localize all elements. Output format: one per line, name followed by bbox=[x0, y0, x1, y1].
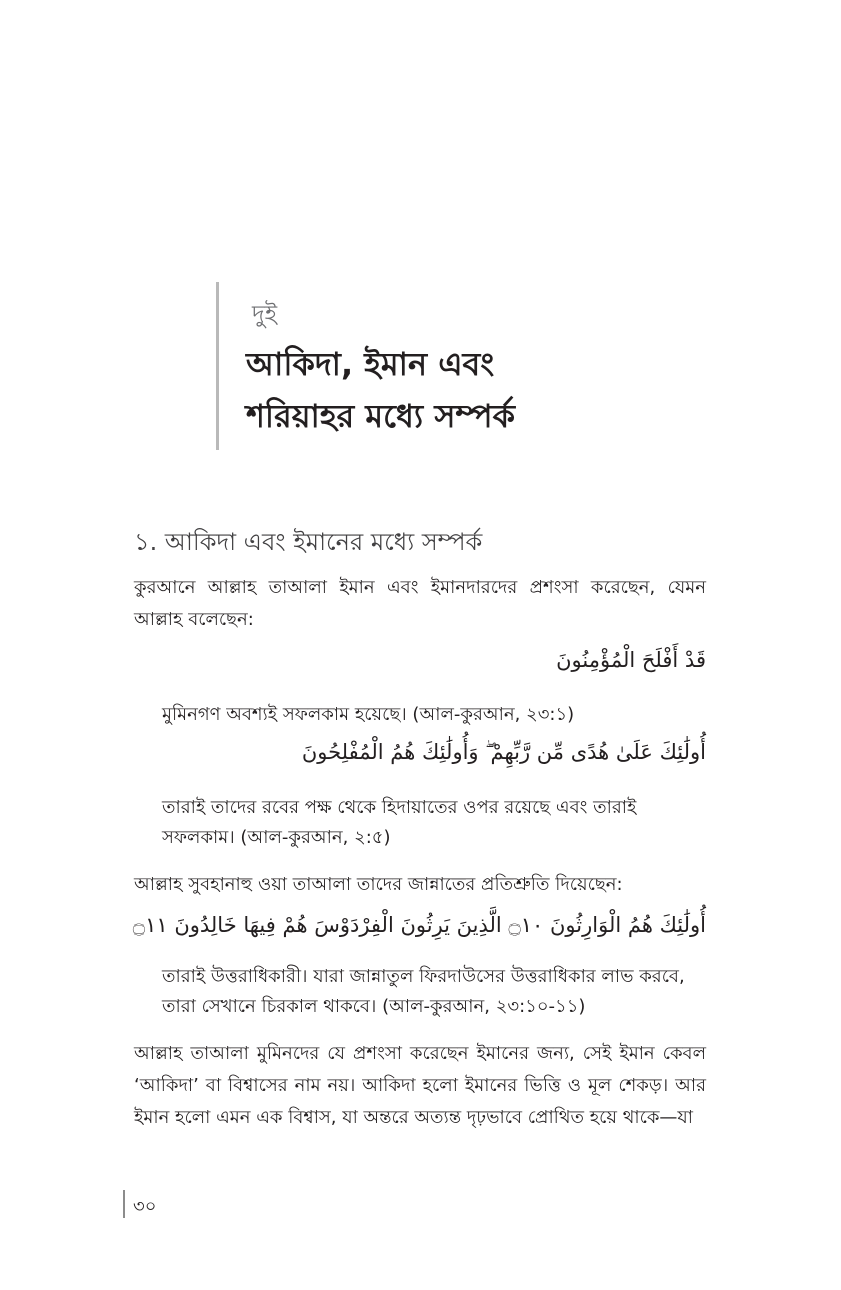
quran-verse-arabic-2: أُولَٰئِكَ عَلَىٰ هُدًى مِّن رَّبِّهِمْ ۖ وَأُولَٰئِكَ هُمُ الْمُفْلِحُونَ bbox=[301, 740, 706, 764]
quran-verse-translation-1: মুমিনগণ অবশ্যই সফলকাম হয়েছে। (আল-কুরআন, ২৩:১) bbox=[162, 704, 575, 725]
quran-verse-translation-3: তারাই উত্তরাধিকারী। যারা জান্নাতুল ফিরদাউসের উত্তরাধিকার লাভ করবে, তারা সেখানে চিরকাল থাকবে। (আল-কুরআন, ২৩:১০-১১) bbox=[162, 966, 685, 1017]
quran-verse-arabic-3: أُولَٰئِكَ هُمُ الْوَارِثُونَ ۝١٠ الَّذِينَ يَرِثُونَ الْفِرْدَوْسَ هُمْ فِيهَا خَالِدُونَ ۝١١ bbox=[132, 913, 706, 937]
chapter-number: দুই bbox=[252, 300, 278, 328]
section-heading: ১. আকিদা এবং ইমানের মধ্যে সম্পর্ক bbox=[134, 528, 483, 556]
chapter-title-line-1: আকিদা, ইমান এবং bbox=[246, 345, 495, 383]
body-paragraph-1: কুরআনে আল্লাহ তাআলা ইমান এবং ইমানদারদের প্রশংসা করেছেন, যেমন আল্লাহ বলেছেন: bbox=[134, 577, 706, 630]
quran-verse-translation-2: তারাই তাদের রবের পক্ষ থেকে হিদায়াতের ওপর রয়েছে এবং তারাই সফলকাম। (আল-কুরআন, ২:৫) bbox=[162, 797, 637, 848]
page-number: ৩০ bbox=[133, 1196, 157, 1217]
footer-divider-bar bbox=[123, 1190, 125, 1218]
chapter-title-line-2: শরিয়াহর মধ্যে সম্পর্ক bbox=[246, 397, 515, 435]
chapter-divider-bar bbox=[216, 282, 219, 450]
body-paragraph-2: আল্লাহ সুবহানাহু ওয়া তাআলা তাদের জান্নাতের প্রতিশ্রুতি দিয়েছেন: bbox=[134, 874, 623, 895]
chapter-title bbox=[246, 338, 515, 442]
quran-verse-arabic-1: قَدْ أَفْلَحَ الْمُؤْمِنُونَ bbox=[556, 648, 706, 672]
body-paragraph-3: আল্লাহ তাআলা মুমিনদের যে প্রশংসা করেছেন ইমানের জন্য, সেই ইমান কেবল ‘আকিদা’ বা বিশ্বাসের নাম নয়। আকিদা হলো ইমানের ভিত্তি ও মূল শেকড়। আর ইমান হলো এমন এক বিশ্বাস, যা অন্তরে অত্যন্ত দৃঢ়ভাবে প্রোথিত হয়ে থাকে—যা bbox=[134, 1043, 706, 1128]
